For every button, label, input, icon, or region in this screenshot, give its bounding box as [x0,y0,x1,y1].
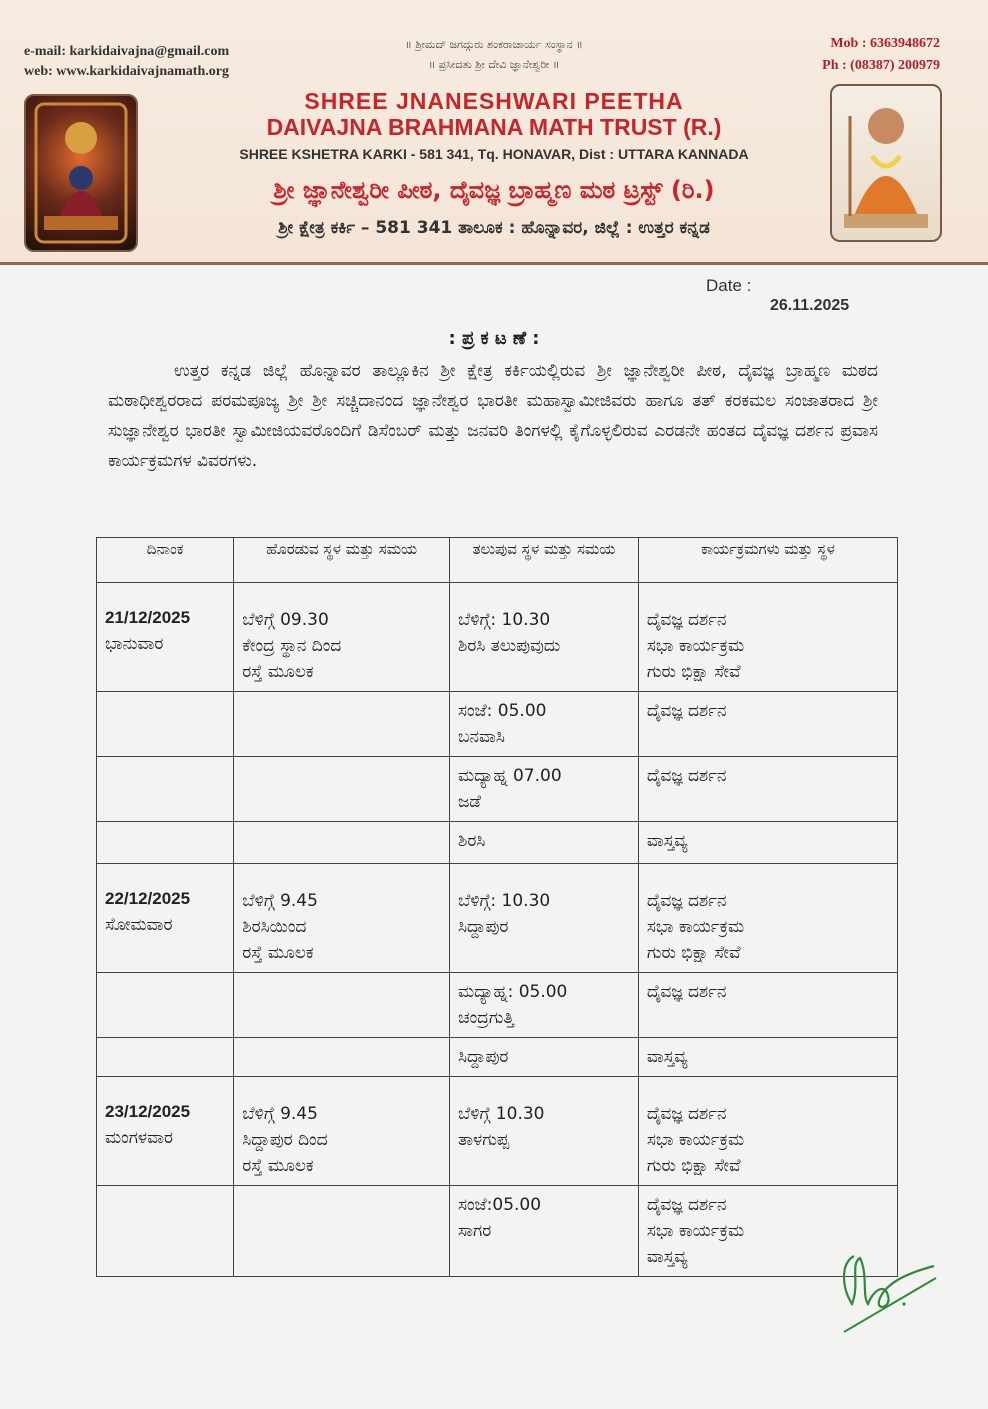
cell-program: ದೈವಜ್ಞ ದರ್ಶನ [638,973,897,1038]
cell-arrival: ಮದ್ಯಾಹ್ನ: 05.00 ಚಂದ್ರಗುತ್ತಿ [450,973,639,1038]
cell-departure: ಬೆಳಿಗ್ಗೆ 09.30 ಕೇಂದ್ರ ಸ್ಥಾನ ದಿಂದ ರಸ್ತೆ ಮೂಲಕ [234,583,450,692]
cell-date [97,757,234,822]
invocation-line-2: ॥ ಪ್ರಸೀದತು ಶ್ರೀ ದೇವಿ ಜ್ಞಾನೇಶ್ವರೀ ॥ [428,58,560,71]
cell-arrival: ಸಂಜೆ:05.00 ಸಾಗರ [450,1186,639,1277]
cell-departure [234,1038,450,1077]
cell-arrival: ಶಿರಸಿ [450,822,639,864]
address-english: SHREE KSHETRA KARKI - 581 341, Tq. HONAVAR, Dist : UTTARA KANNADA [239,146,749,162]
cell-program: ವಾಸ್ತವ್ಯ [638,822,897,864]
header-program: ಕಾರ್ಯಕ್ರಮಗಳು ಮತ್ತು ಸ್ಥಳ [638,538,897,583]
phone-number: Ph : (08387) 200979 [822,58,940,73]
table-row [97,973,898,1038]
cell-date [97,973,234,1038]
day-text: ಮಂಗಳವಾರ [105,1128,174,1148]
date-label: Date : [706,276,752,295]
table-row [97,757,898,822]
cell-arrival: ಬೆಳಿಗ್ಗೆ: 10.30 ಶಿರಸಿ ತಲುಪುವುದು [450,583,639,692]
cell-departure [234,973,450,1038]
day-text: ಭಾನುವಾರ [105,634,164,654]
cell-departure: ಬೆಳಿಗ್ಗೆ 9.45 ಸಿದ್ದಾಪುರ ದಿಂದ ರಸ್ತೆ ಮೂಲಕ [234,1077,450,1186]
cell-date [97,1186,234,1277]
cell-program: ವಾಸ್ತವ್ಯ [638,1038,897,1077]
table-row [97,692,898,757]
cell-date [97,583,234,692]
cell-arrival: ಸಂಜೆ: 05.00 ಬನವಾಸಿ [450,692,639,757]
cell-arrival: ಸಿದ್ದಾಪುರ [450,1038,639,1077]
header-departure: ಹೊರಡುವ ಸ್ಥಳ ಮತ್ತು ಸಮಯ [234,538,450,583]
cell-date [97,692,234,757]
cell-date [97,1077,234,1186]
cell-departure [234,692,450,757]
table-row [97,1186,898,1277]
cell-program: ದೈವಜ್ಞ ದರ್ಶನ ಸಭಾ ಕಾರ್ಯಕ್ರಮ ಗುರು ಭಿಕ್ಷಾ ಸೇವೆ [638,583,897,692]
date-text: 21/12/2025 [105,608,191,627]
email-text: e-mail: karkidaivajna@gmail.com [24,44,230,59]
table-row [97,583,898,692]
announcement-paragraph: ಉತ್ತರ ಕನ್ನಡ ಜಿಲ್ಲೆ ಹೊನ್ನಾವರ ತಾಲ್ಲೂಕಿನ ಶ್ರೀ ಕ್ಷೇತ್ರ ಕರ್ಕಿಯಲ್ಲಿರುವ ಶ್ರೀ ಜ್ಞಾನೇಶ್ವರೀ ಪೀಠ, ದೈವಜ್ಞ ಬ್ರಾಹ್ಮಣ ಮಠದ ಮಠಾಧೀಶ್ವರರಾದ ಪರಮಪೂಜ್ಯ ಶ್ರೀ ಶ್ರೀ ಸಚ್ಚಿದಾನಂದ ಜ್ಞಾನೇಶ್ವರ ಭಾರತೀ ಮಹಾಸ್ವಾಮೀಜಿವರು ಹಾಗೂ ತತ್ ಕರಕಮಲ ಸಂಜಾತರಾದ ಶ್ರೀ ಸುಜ್ಞಾನೇಶ್ವರ ಭಾರತೀ ಸ್ವಾಮೀಜಿಯವರೊಂದಿಗೆ ಡಿಸೆಂಬರ್ ಮತ್ತು ಜನವರಿ ತಿಂಗಳಲ್ಲಿ ಕೈಗೊಳ್ಳಲಿರುವ ಎರಡನೇ ಹಂತದ ದೈವಜ್ಞ ದರ್ಶನ ಪ್ರವಾಸ ಕಾರ್ಯಕ್ರಮಗಳ ವಿವರಗಳು. [108,361,878,471]
address-kannada: ಶ್ರೀ ಕ್ಷೇತ್ರ ಕರ್ಕಿ – 581 341 ತಾಲೂಕ : ಹೊನ್ನಾವರ, ಜಿಲ್ಲೆ : ಉತ್ತರ ಕನ್ನಡ [278,218,710,238]
trust-title-line-1: SHREE JNANESHWARI PEETHA [304,88,684,114]
date-value: 26.11.2025 [770,297,850,314]
table-row [97,1077,898,1186]
header-arrival: ತಲುಪುವ ಸ್ಥಳ ಮತ್ತು ಸಮಯ [450,538,639,583]
trust-title-kannada: ಶ್ರೀ ಜ್ಞಾನೇಶ್ವರೀ ಪೀಠ, ದೈವಜ್ಞ ಬ್ರಾಹ್ಮಣ ಮಠ ಟ್ರಸ್ಟ್ (ರಿ.) [273,176,715,204]
cell-arrival: ಬೆಳಿಗ್ಗೆ: 10.30 ಸಿದ್ದಾಪುರ [450,864,639,973]
header-date: ದಿನಾಂಕ [97,538,234,583]
cell-departure: ಬೆಳಿಗ್ಗೆ 9.45 ಶಿರಸಿಯಿಂದ ರಸ್ತೆ ಮೂಲಕ [234,864,450,973]
table-header-row [97,538,898,583]
letterhead [0,0,988,265]
cell-program: ದೈವಜ್ಞ ದರ್ಶನ [638,692,897,757]
trust-title-line-2: DAIVAJNA BRAHMANA MATH TRUST (R.) [266,114,722,140]
table-row [97,1038,898,1077]
table-row [97,822,898,864]
date-text: 22/12/2025 [105,889,191,908]
cell-date [97,1038,234,1077]
day-text: ಸೋಮವಾರ [105,915,173,935]
cell-arrival: ಬೆಳಿಗ್ಗೆ 10.30 ತಾಳಗುಪ್ಪ [450,1077,639,1186]
cell-program: ದೈವಜ್ಞ ದರ್ಶನ ಸಭಾ ಕಾರ್ಯಕ್ರಮ ವಾಸ್ತವ್ಯ [638,1186,897,1277]
cell-date [97,864,234,973]
cell-program: ದೈವಜ್ಞ ದರ್ಶನ ಸಭಾ ಕಾರ್ಯಕ್ರಮ ಗುರು ಭಿಕ್ಷಾ ಸೇವೆ [638,864,897,973]
date-text: 23/12/2025 [105,1102,191,1121]
table-row [97,864,898,973]
cell-departure [234,822,450,864]
cell-departure [234,1186,450,1277]
cell-program: ದೈವಜ್ಞ ದರ್ಶನ [638,757,897,822]
cell-date [97,822,234,864]
cell-program: ದೈವಜ್ಞ ದರ್ಶನ ಸಭಾ ಕಾರ್ಯಕ್ರಮ ಗುರು ಭಿಕ್ಷಾ ಸೇವೆ [638,1077,897,1186]
signature-icon [834,1244,944,1334]
schedule-table [96,537,898,1277]
website-text: web: www.karkidaivajnamath.org [24,64,229,79]
cell-departure [234,757,450,822]
cell-arrival: ಮದ್ಯಾಹ್ನ 07.00 ಜಡೆ [450,757,639,822]
announcement-heading: : ಪ್ರ ಕ ಟ ಣೆ : [448,328,540,349]
invocation-line-1: ॥ ಶ್ರೀಮದ್ ಜಗದ್ಗುರು ಶಂಕರಾಚಾರ್ಯ ಸಂಸ್ಥಾನ ॥ [405,38,583,51]
mobile-number: Mob : 6363948672 [830,36,940,51]
